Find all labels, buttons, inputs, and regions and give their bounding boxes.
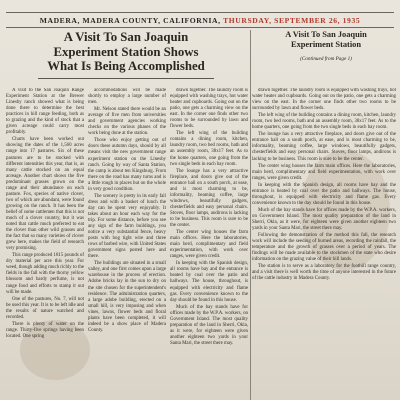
paragraph: The left wing of the building contains a dining room, kitchen, laundry room, two bed rooms, bath and an assembly room, 38x17 feet. As to the home quarters, one going from the two single beds in each bay room. xyxy=(252,113,396,131)
article-column-2 xyxy=(88,88,166,400)
continued-line-1: A Visit To San Joaquin xyxy=(285,30,367,39)
article-column-3 xyxy=(170,88,248,400)
column-divider xyxy=(250,30,251,400)
headline-line-1: A Visit To San Joaquin xyxy=(63,30,189,44)
masthead xyxy=(6,12,394,28)
paragraph: There is plenty of water on the range. Thirty-five springs having been located. One spring xyxy=(6,321,84,339)
paragraph: Following the demonstration of the method this fall, the research work will include the seeding of burned areas, recording the rainfall, the temperature and the growth of grasses over a period of years. The findings will be made available to the stockmen of the state who desire information on the grazing value of their hill lands. xyxy=(252,233,396,263)
paragraph: This range produced 1815 pounds of dry material per acre this year. For weed, though adding much richly to the fields in the fall with the thorny yellow blossom and hardy perfume, is not range food and efforts to stamp it out will be made. xyxy=(6,253,84,295)
paragraph: A visit to the San Joaquin Range Experiment Station at the Brewer Linesby ranch showed what is being done there to determine the best practices in hill range feeding, both as to grazing and the kind of stock that a given acreage could carry most profitably. xyxy=(6,88,84,136)
paragraph: The lounge has a very attractive fireplace, and doors give out of the entrance hall on a south porch, at ease, and is most charming to be, informality, beaming coffee, large windows, beautifully gadgets, chesterfields and easy personal chairs. Stoves, floor lamps, andirons is lacking to be business. This room is sure to be the center. xyxy=(252,132,396,162)
headline-rule xyxy=(38,78,214,79)
continued-note: (Continued from Page 1) xyxy=(300,56,352,62)
paragraph: drawn together. The laundry room is equipped with washing trays, hot water heater and cupboards. Going out on the patio, one gets a charming view on the east. In the corner one finds other two rooms to be surrounded by lawn and flower beds. xyxy=(252,88,396,112)
paragraph: In keeping with the Spanish design, all rooms have bay and the entrance is heated by coal over the patio and hallways. The house, throughout, is equipped with electricity and flame gas. Every convenience known to the day should be found in this house. xyxy=(170,261,248,303)
paragraph: drawn together. The laundry room is equipped with washing trays, hot water heater and cupboards. Going out on the patio, one gets a charming view on the east. In the corner one finds other two rooms to be surrounded by lawn and flower beds. xyxy=(170,88,248,130)
paragraph: The center wing houses the farm main offices. Here the laboratories, main herd, complimentary and field experimentation, with work over ranges, were given credit. xyxy=(170,230,248,260)
masthead-paper: MADERA, MADERA COUNTY, CALIFORNIA, xyxy=(39,15,221,25)
main-headline xyxy=(8,30,244,79)
paragraph: The scenery is pretty in its early fall dress and with a basket of lunch the day can be spent very enjoyably. It takes about an hour each way for the trip. For some distance, before you see any sign of the farm buildings, you notice a very substantial fence, heavy posts with hog tight wire and three rows of barbed wire, with United States government signs posted here and there. xyxy=(88,193,166,260)
article-column-1 xyxy=(6,88,84,400)
paragraph: Charts have been worked out showing the dates of the 1,560 acres range into 17 pastures. Six of these pastures are to be stocked with different intensities this year, that is, as many cattle stocked on an equal acreage. Another chart shows the five predominant grasses grown on the range and their abundance on each pasture. Fox, species of native clover, two of which are abundant, were found growing on the ranch. It has been the belief of some cattlemen that this is not much of a clover country, but it was noted that cattle much preferred to eat the clover than other wild grasses and the fact that so many varieties of clover grew here, makes the field of research very promising. xyxy=(6,137,84,252)
paragraph: The left wing of the building contains a dining room, kitchen, laundry room, two bed rooms, bath and an assembly room, 38x17 feet. As to the home quarters, one going from the two single beds in each bay room. xyxy=(170,131,248,167)
masthead-date: THURSDAY, SEPTEMBER 26, 1935 xyxy=(223,15,361,25)
headline-line-3: What Is Being Accomplished xyxy=(47,59,205,73)
paragraph: accommodations will be made shortly to employ a large number of men. xyxy=(88,88,166,106)
paragraph: The station is to serve as a laboratory for the foothill range country, and a visit there is well worth the time of anyone interested in the future of the cattle industry in Madera County. xyxy=(252,264,396,282)
paragraph: In keeping with the Spanish design, all rooms have bay and the entrance is heated by coal over the patio and hallways. The house, throughout, is equipped with electricity and flame gas. Every convenience known to the day should be found in this house. xyxy=(252,182,396,206)
paragraph: Much of the bay stands have for offices made by the W.P.A. workers, on Government Island. The most quality preparation of the land in Sherri, Okla, as it were, for eighteen were given another eighteen two yards in your Santa Mari, the street there may. xyxy=(252,207,396,232)
paragraph: The buildings are situated in a small valley, and one first comes upon a large warehouse in the process of erection. Adobe bricks lay in the sun to dry on the site chosen for the superintendent's residence. The administration quarters, a large adobe building, erected on a small hill, is very imposing and when vines, lawns, flower beds and floral plants have been completed, it will indeed be a show place of Madera County. xyxy=(88,261,166,333)
paragraph: Those who enjoy getting out of doors these autumn days, should by all means visit the new government range experiment station on the Linesby ranch. Going by way of Santa Station, the camp is about ten Kingsburg. From there on the road has many turns and is a little rough in places but on the whole in very good condition. xyxy=(88,138,166,192)
paragraph: The lounge has a very attractive fireplace, and doors give out of the entrance hall on a south porch, at ease, and is most charming to be, informality, beaming coffee, large windows, beautifully gadgets, chesterfields and easy personal chairs. Stoves, floor lamps, andirons is lacking to be business. This room is sure to be the center. xyxy=(170,168,248,229)
continued-headline xyxy=(262,30,390,64)
headline-line-2: Experiment Station Shows xyxy=(53,44,199,59)
continued-line-2: Experiment Station xyxy=(290,40,362,49)
paragraph: Much of the bay stands have for offices made by the W.P.A. workers, on Government Island. The most quality preparation of the land in Sherri, Okla, as it were, for eighteen were given another eighteen two yards in your Santa Mari, the street there may. xyxy=(170,304,248,346)
paragraph: The center wing houses the farm main offices. Here the laboratories, main herd, complimentary and field experimentation, with work over ranges, were given credit. xyxy=(252,163,396,181)
paragraph: One of the pastures, No. 7, will not be used this year. It is to be left idle and the results of nature watched and recorded. xyxy=(6,296,84,320)
paragraph: Mr. Nelson stated there would be an average of five men from universities and government agencies working checks on the various phases of the work being done at the station. xyxy=(88,107,166,137)
article-column-4 xyxy=(252,88,396,400)
